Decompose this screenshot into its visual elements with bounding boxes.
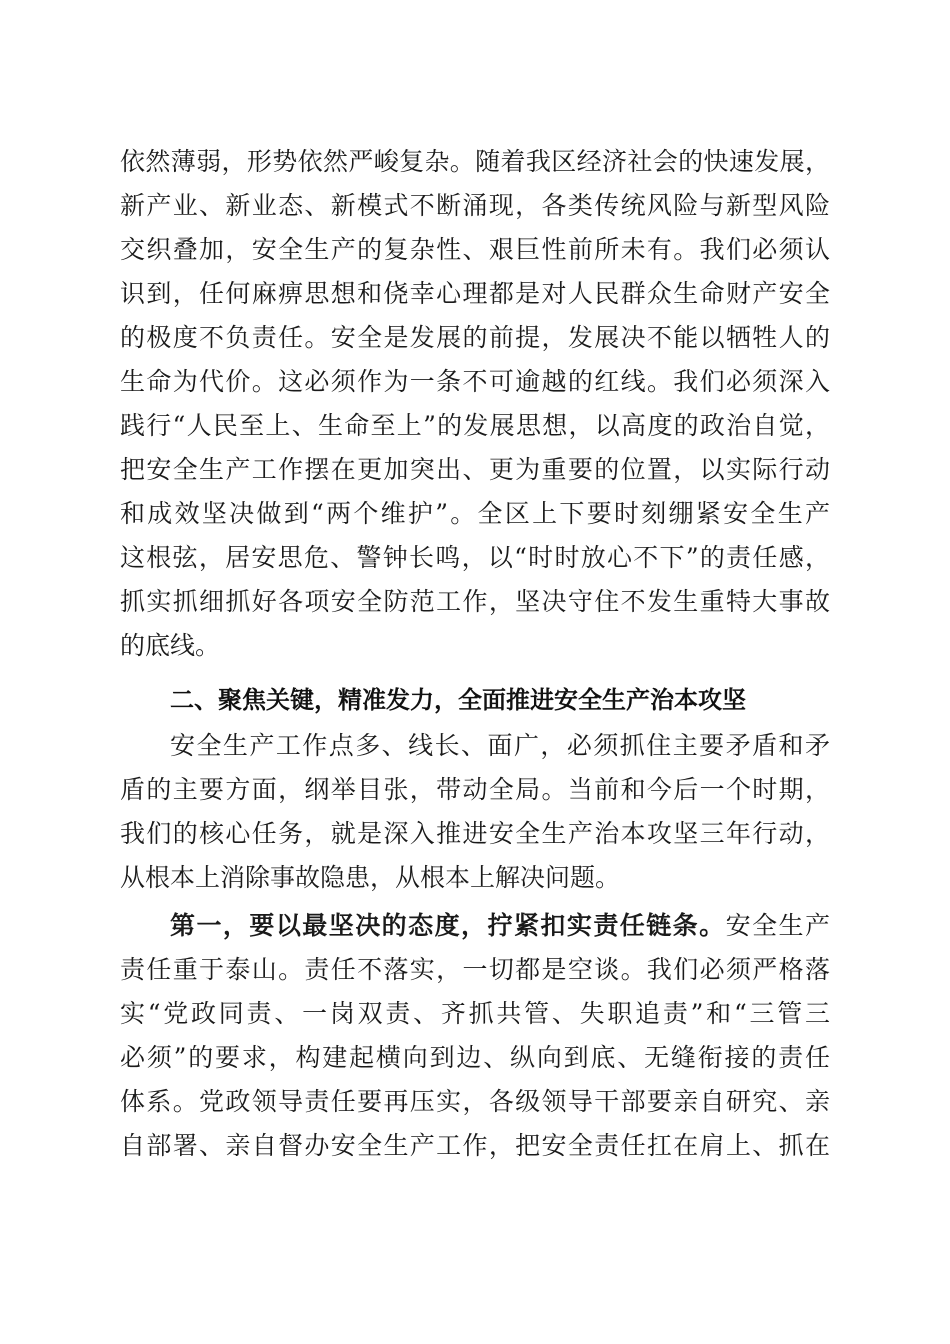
paragraph-1-line-5: 的极度不负责任。安全是发展的前提，发展决不能以牺牲人的 [120,323,830,352]
paragraph-3-line-6: 自部署、亲自督办安全生产工作，把安全责任扛在肩上、抓在 [120,1131,830,1160]
paragraph-3-lead: 第一，要以最坚决的态度，拧紧扣实责任链条。 [170,911,726,940]
paragraph-1-line-6: 生命为代价。这必须作为一条不可逾越的红线。我们必须深入 [120,367,830,396]
paragraph-3-line-3: 实“党政同责、一岗双责、齐抓共管、失职追责”和“三管三 [120,999,830,1028]
paragraph-2-line-3: 我们的核心任务，就是深入推进安全生产治本攻坚三年行动， [120,819,830,848]
paragraph-3-line-1-rest: 安全生产 [725,911,830,940]
paragraph-1-line-2: 新产业、新业态、新模式不断涌现，各类传统风险与新型风险 [120,191,830,220]
paragraph-3-line-2: 责任重于泰山。责任不落实，一切都是空谈。我们必须严格落 [120,955,830,984]
section-heading: 二、聚焦关键，精准发力，全面推进安全生产治本攻坚 [170,686,746,714]
paragraph-2-line-4: 从根本上消除事故隐患，从根本上解决问题。 [120,863,621,892]
paragraph-2-line-2: 盾的主要方面，纲举目张，带动全局。当前和今后一个时期， [120,775,830,804]
paragraph-1-line-8: 把安全生产工作摆在更加突出、更为重要的位置，以实际行动 [120,455,830,484]
paragraph-1-line-12: 的底线。 [120,631,221,660]
paragraph-1-line-3: 交织叠加，安全生产的复杂性、艰巨性前所未有。我们必须认 [120,235,830,264]
paragraph-1-line-1: 依然薄弱，形势依然严峻复杂。随着我区经济社会的快速发展， [120,147,830,176]
paragraph-3-line-1 [170,906,830,946]
paragraph-3-line-5: 体系。党政领导责任要再压实，各级领导干部要亲自研究、亲 [120,1087,830,1116]
paragraph-1-line-4: 识到，任何麻痹思想和侥幸心理都是对人民群众生命财产安全 [120,279,830,308]
paragraph-1-line-11: 抓实抓细抓好各项安全防范工作，坚决守住不发生重特大事故 [120,587,830,616]
paragraph-3-line-4: 必须”的要求，构建起横向到边、纵向到底、无缝衔接的责任 [120,1043,830,1072]
paragraph-2-line-1: 安全生产工作点多、线长、面广，必须抓住主要矛盾和矛 [170,731,830,760]
paragraph-1-line-7: 践行“人民至上、生命至上”的发展思想，以高度的政治自觉， [120,411,830,440]
paragraph-1-line-10: 这根弦，居安思危、警钟长鸣，以“时时放心不下”的责任感， [120,543,830,572]
paragraph-1-line-9: 和成效坚决做到“两个维护”。全区上下要时刻绷紧安全生产 [120,499,830,528]
